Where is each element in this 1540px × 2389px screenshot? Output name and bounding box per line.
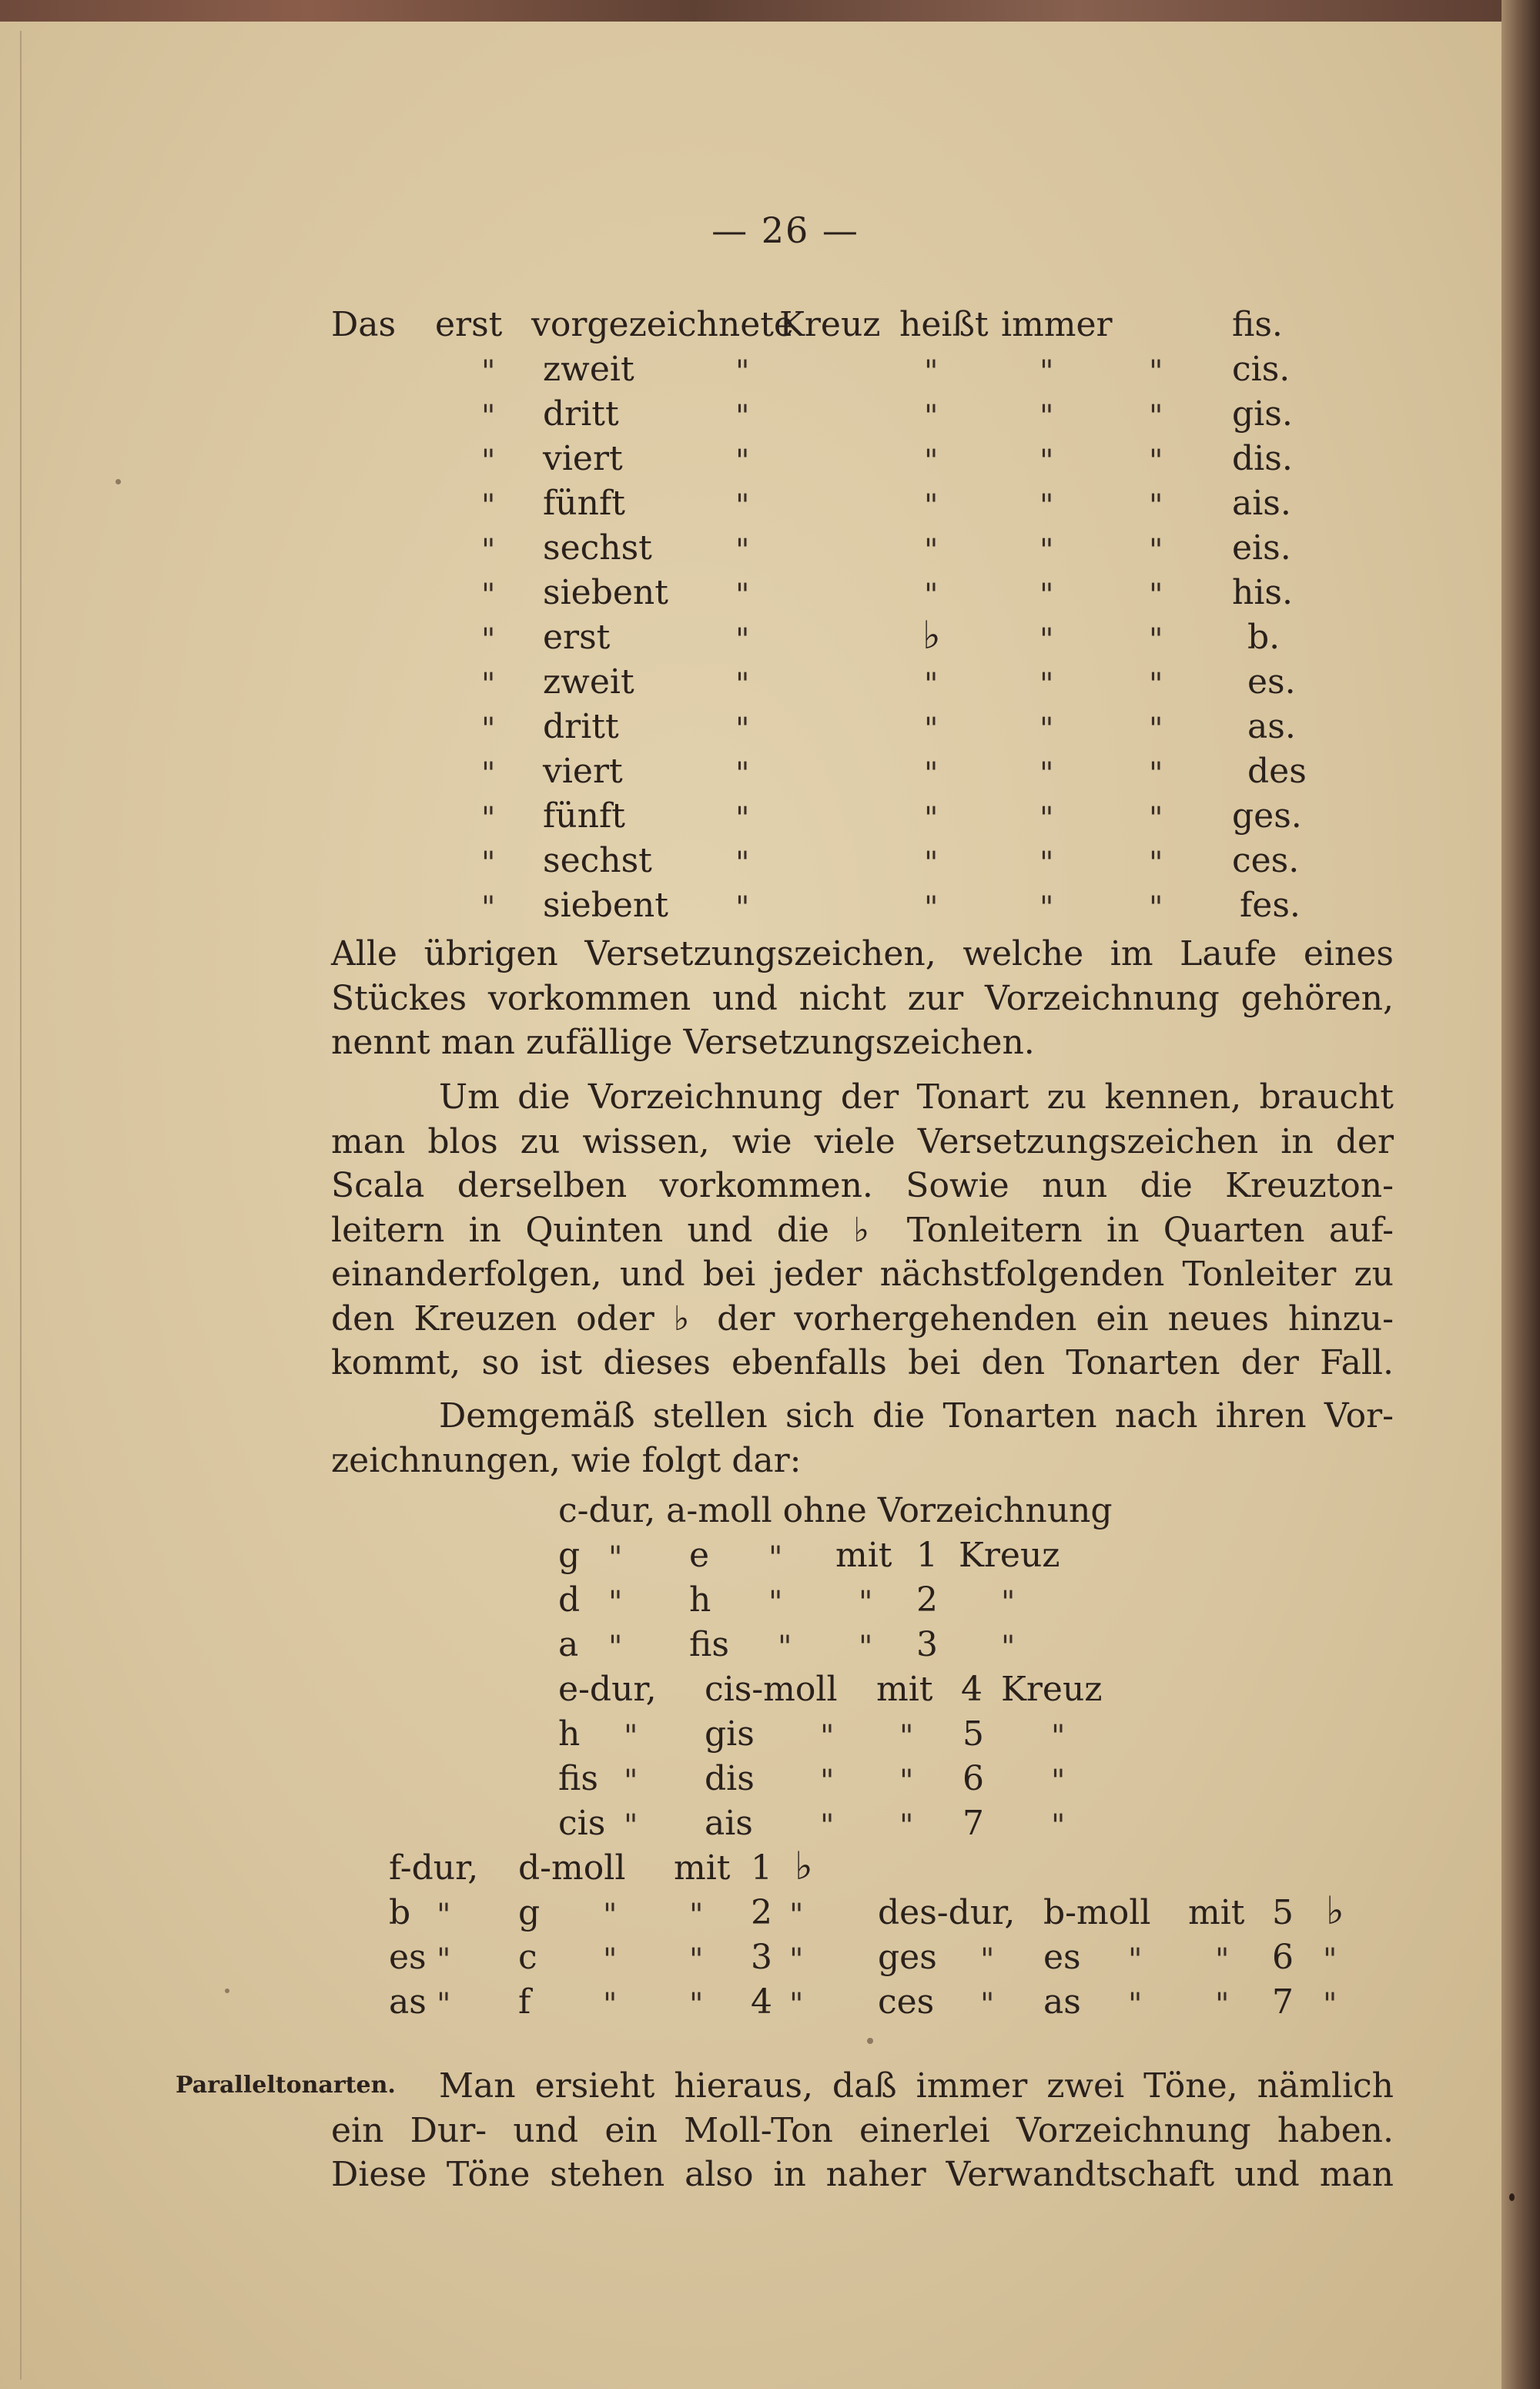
ditto-mark: " [481,399,496,434]
ditto-mark: " [980,1942,995,1978]
key-mit: mit [1188,1893,1245,1932]
ditto-mark: " [735,801,750,836]
text-line: leitern in Quinten und die ♭ Tonleitern in Quarten auf- [331,1210,1394,1250]
ditto-mark: " [1149,801,1163,836]
intro-word: Kreuz [779,305,881,344]
key-moll: ais [705,1804,753,1843]
text-line: Scala derselben vorkommen. Sowie nun die Kreuzton- [331,1166,1394,1205]
key-count: 6 [962,1759,984,1798]
intro-word: immer [1001,305,1113,344]
key-moll: c [518,1938,537,1977]
flat-sign: ♭ [922,613,941,658]
ditto-mark: " [437,1942,451,1978]
text-line: ein Dur- und ein Moll-Ton einerlei Vorzeichnung haben. [331,2110,1394,2150]
ditto-mark: " [735,533,750,568]
key-moll: b-moll [1043,1893,1151,1932]
paper-speck [867,2038,873,2044]
ditto-mark: " [1051,1808,1066,1844]
key-dur: ces [878,1982,935,2022]
ordinal: zweit [543,662,634,702]
ditto-mark: " [1149,890,1163,926]
key-dur: h [558,1714,581,1754]
flat-sign: ♭ [1326,1888,1344,1933]
sharp-note: gis. [1232,394,1293,434]
key-mit: mit [674,1848,731,1888]
key-count: 3 [751,1938,772,1977]
ditto-mark: " [1040,712,1054,747]
ditto-mark: " [859,1585,873,1620]
flat-note: es. [1247,662,1296,702]
flat-note: des [1247,752,1307,791]
ditto-mark: " [735,846,750,881]
text-line: kommt, so ist dieses ebenfalls bei den Tonarten der Fall. [331,1343,1394,1382]
ditto-mark: " [778,1630,792,1665]
ditto-mark: " [735,756,750,792]
ditto-mark: " [1040,444,1054,479]
ditto-mark: " [437,1987,451,2022]
ditto-mark: " [624,1719,638,1754]
ditto-mark: " [735,890,750,926]
paragraph-key-signature [331,1075,1394,1385]
flat-note: b. [1247,618,1281,657]
key-count: 2 [916,1580,938,1620]
ditto-mark: " [1323,1987,1337,2022]
intro-word: vorgezeichnete [531,305,794,344]
text-line: zeichnungen, wie folgt dar: [331,1440,802,1480]
ordinal: fünft [543,484,625,523]
ditto-mark: " [924,846,939,881]
key-dur: es [389,1938,427,1977]
text-line: Um die Vorzeichnung der Tonart zu kennen, braucht [439,1077,1394,1117]
key-moll: gis [705,1714,755,1754]
ditto-mark: " [1040,756,1054,792]
ditto-mark: " [481,488,496,524]
ordinal: sechst [543,528,652,568]
ditto-mark: " [789,1942,804,1978]
ditto-mark: " [924,667,939,702]
key-moll: fis [689,1625,729,1664]
key-sign: Kreuz [1001,1670,1103,1709]
ditto-mark: " [481,846,496,881]
paper-speck [116,479,121,484]
sharp-note: eis. [1232,528,1291,568]
ditto-mark: " [1149,578,1163,613]
ditto-mark: " [1040,533,1054,568]
sharp-note: ais. [1232,484,1291,523]
ditto-mark: " [1149,712,1163,747]
ditto-mark: " [768,1585,783,1620]
ordinal: zweit [543,350,634,389]
ditto-mark: " [1040,399,1054,434]
ditto-mark: " [1215,1942,1230,1978]
ditto-mark: " [768,1540,783,1576]
ditto-mark: " [789,1987,804,2022]
ditto-mark: " [1149,756,1163,792]
text-line: den Kreuzen oder ♭ der vorhergehenden ein neues hinzu- [331,1298,1394,1339]
ditto-mark: " [608,1540,623,1576]
ditto-mark: " [924,756,939,792]
key-dur: f-dur, [389,1848,479,1888]
sharp-note: dis. [1232,439,1293,478]
ditto-mark: " [1215,1987,1230,2022]
ditto-mark: " [735,712,750,747]
ditto-mark: " [924,488,939,524]
key-dur: des-dur, [878,1893,1016,1932]
ditto-mark: " [1128,1987,1143,2022]
ditto-mark: " [689,1987,704,2022]
key-row-natural: c-dur, a-moll ohne Vorzeichnung [558,1491,1113,1530]
ditto-mark: " [689,1942,704,1978]
ditto-mark: " [481,890,496,926]
ditto-mark: " [820,1808,835,1844]
flat-note: ges. [1232,796,1302,836]
ditto-mark: " [924,399,939,434]
ditto-mark: " [924,712,939,747]
ditto-mark: " [924,890,939,926]
ditto-mark: " [1149,846,1163,881]
ordinal: siebent [543,573,668,612]
flat-note: fes. [1240,886,1301,925]
margin-note: Paralleltonarten. [176,2072,396,2099]
intro-word: erst [435,305,503,344]
ditto-mark: " [1001,1585,1016,1620]
key-moll: es [1043,1938,1081,1977]
ditto-mark: " [481,801,496,836]
key-sign: Kreuz [959,1536,1060,1575]
top-edge [0,0,1540,22]
ditto-mark: " [481,533,496,568]
ditto-mark: " [899,1764,914,1799]
key-dur: fis [558,1759,598,1798]
key-moll: d-moll [518,1848,626,1888]
key-moll: dis [705,1759,755,1798]
paper-speck [1509,2193,1515,2201]
ditto-mark: " [735,622,750,658]
ditto-mark: " [1040,622,1054,658]
ordinal: fünft [543,796,625,836]
key-mit: mit [835,1536,892,1575]
text-line: Man ersieht hieraus, daß immer zwei Töne, nämlich [439,2066,1394,2106]
ordinal: viert [543,752,623,791]
intro-word: heißt [899,305,989,344]
ditto-mark: " [1149,667,1163,702]
ditto-mark: " [608,1585,623,1620]
ditto-mark: " [481,354,496,390]
ditto-mark: " [899,1808,914,1844]
key-count: 3 [916,1625,938,1664]
ditto-mark: " [1051,1764,1066,1799]
ditto-mark: " [1001,1630,1016,1665]
key-moll: e [689,1536,710,1575]
sharp-note: fis. [1232,305,1283,344]
ditto-mark: " [899,1719,914,1754]
ordinal: viert [543,439,623,478]
ditto-mark: " [1040,801,1054,836]
key-count: 1 [916,1536,938,1575]
ditto-mark: " [1040,846,1054,881]
ditto-mark: " [624,1808,638,1844]
ditto-mark: " [603,1942,618,1978]
ditto-mark: " [820,1764,835,1799]
key-dur: e-dur, [558,1670,657,1709]
ditto-mark: " [735,444,750,479]
ditto-mark: " [859,1630,873,1665]
key-count: 7 [1272,1982,1294,2022]
ditto-mark: " [1128,1942,1143,1978]
ordinal: dritt [543,394,619,434]
ditto-mark: " [481,622,496,658]
key-dur: b [389,1893,411,1932]
key-count: 7 [962,1804,984,1843]
key-dur: g [558,1536,581,1575]
ditto-mark: " [1040,578,1054,613]
key-count: 4 [751,1982,772,2022]
ditto-mark: " [789,1898,804,1933]
key-dur: a [558,1625,579,1664]
ordinal: sechst [543,841,652,880]
key-count: 5 [962,1714,984,1754]
page-number: — 26 — [711,209,859,251]
ditto-mark: " [603,1987,618,2022]
key-dur: cis [558,1804,606,1843]
paragraph-parallel-keys [331,2064,1394,2197]
ditto-mark: " [1149,399,1163,434]
key-dur: ges [878,1938,937,1977]
sharp-note: his. [1232,573,1293,612]
ordinal: siebent [543,886,668,925]
text-line: einanderfolgen, und bei jeder nächstfolgenden Tonleiter zu [331,1255,1394,1294]
ditto-mark: " [924,533,939,568]
sharp-note: cis. [1232,350,1291,389]
ditto-mark: " [1040,488,1054,524]
page-gutter [20,31,22,2380]
key-moll: cis-moll [705,1670,838,1709]
ditto-mark: " [820,1719,835,1754]
key-moll: h [689,1580,711,1620]
ditto-mark: " [1149,354,1163,390]
ordinal: dritt [543,707,619,746]
key-moll: g [518,1893,541,1932]
key-count: 4 [961,1670,983,1709]
ditto-mark: " [608,1630,623,1665]
key-count: 5 [1272,1893,1294,1932]
paragraph-keys-intro [331,1394,1394,1483]
key-count: 1 [751,1848,772,1888]
ditto-mark: " [481,712,496,747]
ditto-mark: " [481,444,496,479]
ditto-mark: " [1040,354,1054,390]
key-moll: f [518,1982,531,2022]
book-spine [1502,0,1540,2389]
ditto-mark: " [924,354,939,390]
text-line: nennt man zufällige Versetzungszeichen. [331,1023,1035,1062]
ditto-mark: " [481,756,496,792]
ditto-mark: " [1149,533,1163,568]
ditto-mark: " [1149,488,1163,524]
ditto-mark: " [924,444,939,479]
ditto-mark: " [735,399,750,434]
intro-word: Das [331,305,397,344]
ditto-mark: " [481,578,496,613]
ditto-mark: " [603,1898,618,1933]
text-line: Stückes vorkommen und nicht zur Vorzeichnung gehören, [331,978,1394,1018]
ditto-mark: " [624,1764,638,1799]
flat-note: ces. [1232,841,1300,880]
ditto-mark: " [689,1898,704,1933]
paragraph-accidentals [331,932,1394,1065]
ditto-mark: " [924,578,939,613]
flat-note: as. [1247,707,1296,746]
key-count: 2 [751,1893,772,1932]
ditto-mark: " [924,801,939,836]
ditto-mark: " [980,1987,995,2022]
ditto-mark: " [1323,1942,1337,1978]
ditto-mark: " [735,578,750,613]
key-mit: mit [876,1670,933,1709]
key-count: 6 [1272,1938,1294,1977]
key-moll: as [1043,1982,1081,2022]
ditto-mark: " [1040,890,1054,926]
text-line: Alle übrigen Versetzungszeichen, welche im Laufe eines [331,934,1394,973]
ditto-mark: " [1149,444,1163,479]
ditto-mark: " [1051,1719,1066,1754]
text-line: man blos zu wissen, wie viele Versetzungszeichen in der [331,1121,1394,1161]
ditto-mark: " [481,667,496,702]
key-dur: d [558,1580,581,1620]
ordinal: erst [543,618,611,657]
ditto-mark: " [437,1898,451,1933]
paper-speck [225,1989,229,1993]
text-line: Demgemäß stellen sich die Tonarten nach ihren Vor- [439,1396,1394,1436]
ditto-mark: " [1040,667,1054,702]
ditto-mark: " [735,667,750,702]
text-line: Diese Töne stehen also in naher Verwandtschaft und man [331,2155,1394,2194]
ditto-mark: " [735,488,750,524]
key-dur: as [389,1982,427,2022]
ditto-mark: " [735,354,750,390]
ditto-mark: " [1149,622,1163,658]
flat-sign: ♭ [795,1844,813,1888]
